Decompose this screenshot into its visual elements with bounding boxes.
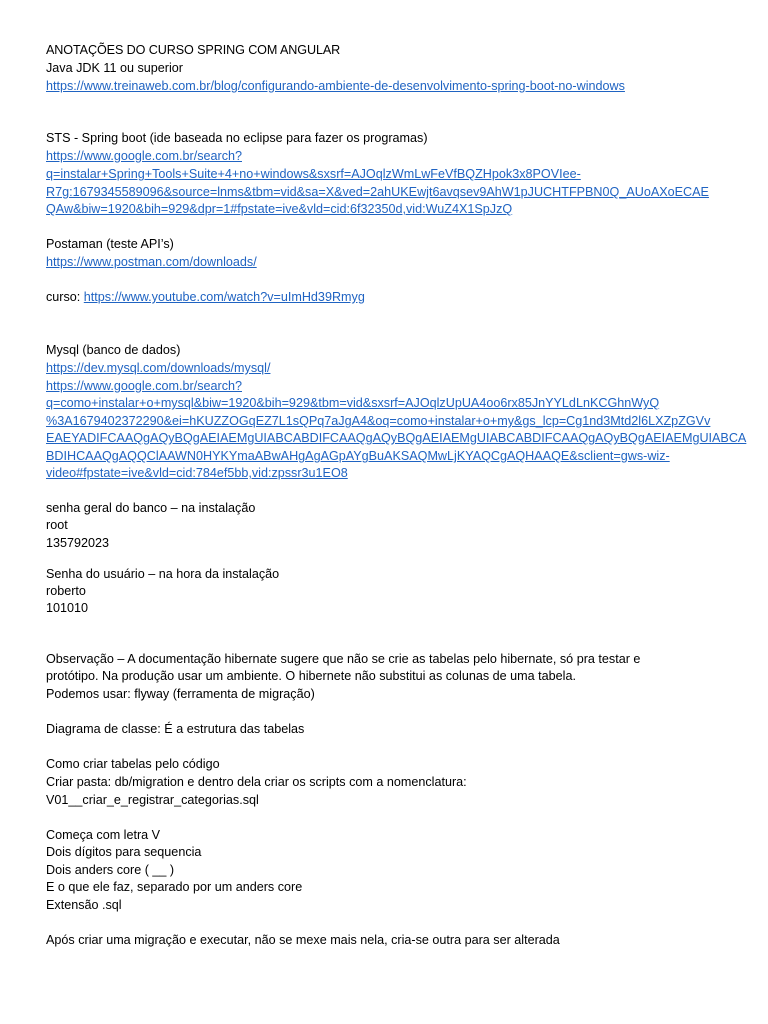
- observation-line: Podemos usar: flyway (ferramenta de migração): [46, 687, 315, 701]
- mysql-search-link-line[interactable]: EAEYADIFCAAQgAQyBQgAEIAEMgUIABCABDIFCAAQgAQyBQgAEIAEMgUIABCABDIFCAAQgAQyBQgAEIAEMgUIABCA: [46, 431, 747, 445]
- naming-rule-line: Começa com letra V: [46, 828, 161, 842]
- user-name: roberto: [46, 584, 86, 598]
- class-diagram-note: Diagrama de classe: É a estrutura das tabelas: [46, 722, 305, 736]
- naming-rule-line: E o que ele faz, separado por um anders core: [46, 880, 303, 894]
- sts-link-line[interactable]: R7g:1679345589096&source=lnms&tbm=vid&sa=X&ved=2ahUKEwjt6avqsev9AhW1pJUCHTFPBN0Q_AUoAXoECAE: [46, 185, 709, 199]
- sts-link-line[interactable]: https://www.google.com.br/search?: [46, 149, 242, 163]
- observation-line: protótipo. Na produção usar um ambiente. O hibernete não substitui as colunas de uma tabela.: [46, 669, 576, 683]
- naming-rule-line: Dois dígitos para sequencia: [46, 845, 202, 859]
- sts-link-line[interactable]: QAw&biw=1920&bih=929&dpr=1#fpstate=ive&vld=cid:6f32350d,vid:WuZ4X1SpJzQ: [46, 202, 513, 216]
- mysql-search-link-line[interactable]: q=como+instalar+o+mysql&biw=1920&bih=929&tbm=vid&sxsrf=AJOqlzUpUA4oo6rx85JnYYLdLnKCGhnWyQ: [46, 396, 660, 410]
- mysql-search-link-line[interactable]: BDIHCAAQgAQQClAAWN0HYKYmaABwAHgAgAGpAYgBuAKSAQMwLjKYAQCgAQHAAQE&sclient=gws-wiz-: [46, 449, 670, 463]
- java-requirement: Java JDK 11 ou superior: [46, 61, 183, 75]
- mysql-download-link[interactable]: https://dev.mysql.com/downloads/mysql/: [46, 361, 271, 375]
- db-user: root: [46, 518, 68, 532]
- sts-link-line[interactable]: q=instalar+Spring+Tools+Suite+4+no+windows&sxsrf=AJOqlzWmLwFeVfBQZHpok3x8POVIee-: [46, 167, 581, 181]
- postman-title: Postaman (teste API’s): [46, 237, 174, 251]
- naming-rule-line: Dois anders core ( __ ): [46, 863, 175, 877]
- mysql-search-link-line[interactable]: https://www.google.com.br/search?: [46, 379, 242, 393]
- final-note: Após criar uma migração e executar, não se mexe mais nela, cria-se outra para ser alterada: [46, 933, 560, 947]
- observation-line: Observação – A documentação hibernate sugere que não se crie as tabelas pelo hibernate, só pra testar e: [46, 652, 641, 666]
- db-password-title: senha geral do banco – na instalação: [46, 501, 256, 515]
- create-tables-line: Criar pasta: db/migration e dentro dela criar os scripts com a nomenclatura:: [46, 775, 467, 789]
- java-setup-link[interactable]: https://www.treinaweb.com.br/blog/configurando-ambiente-de-desenvolvimento-spring-boot-no-windows: [46, 79, 625, 93]
- mysql-search-link-line[interactable]: video#fpstate=ive&vld=cid:784ef5bb,vid:zpssr3u1EO8: [46, 466, 348, 480]
- sts-title: STS - Spring boot (ide baseada no eclipse para fazer os programas): [46, 131, 428, 145]
- postman-link[interactable]: https://www.postman.com/downloads/: [46, 255, 257, 269]
- curso-youtube-link[interactable]: https://www.youtube.com/watch?v=uImHd39Rmyg: [83, 290, 365, 304]
- create-tables-line: Como criar tabelas pelo código: [46, 757, 220, 771]
- user-password-title: Senha do usuário – na hora da instalação: [46, 567, 280, 581]
- create-tables-line: V01__criar_e_registrar_categorias.sql: [46, 793, 259, 807]
- document-title: ANOTAÇÕES DO CURSO SPRING COM ANGULAR: [46, 43, 341, 57]
- mysql-search-link-line[interactable]: %3A1679402372290&ei=hKUZZOGqEZ7L1sQPq7aJgA4&oq=como+instalar+o+my&gs_lcp=Cg1nd3Mtd2l6LXZpZGVv: [46, 414, 711, 428]
- db-password: 135792023: [46, 536, 110, 550]
- naming-rule-line: Extensão .sql: [46, 898, 122, 912]
- mysql-title: Mysql (banco de dados): [46, 343, 181, 357]
- user-password: 101010: [46, 601, 89, 615]
- curso-label: curso:: [46, 290, 84, 304]
